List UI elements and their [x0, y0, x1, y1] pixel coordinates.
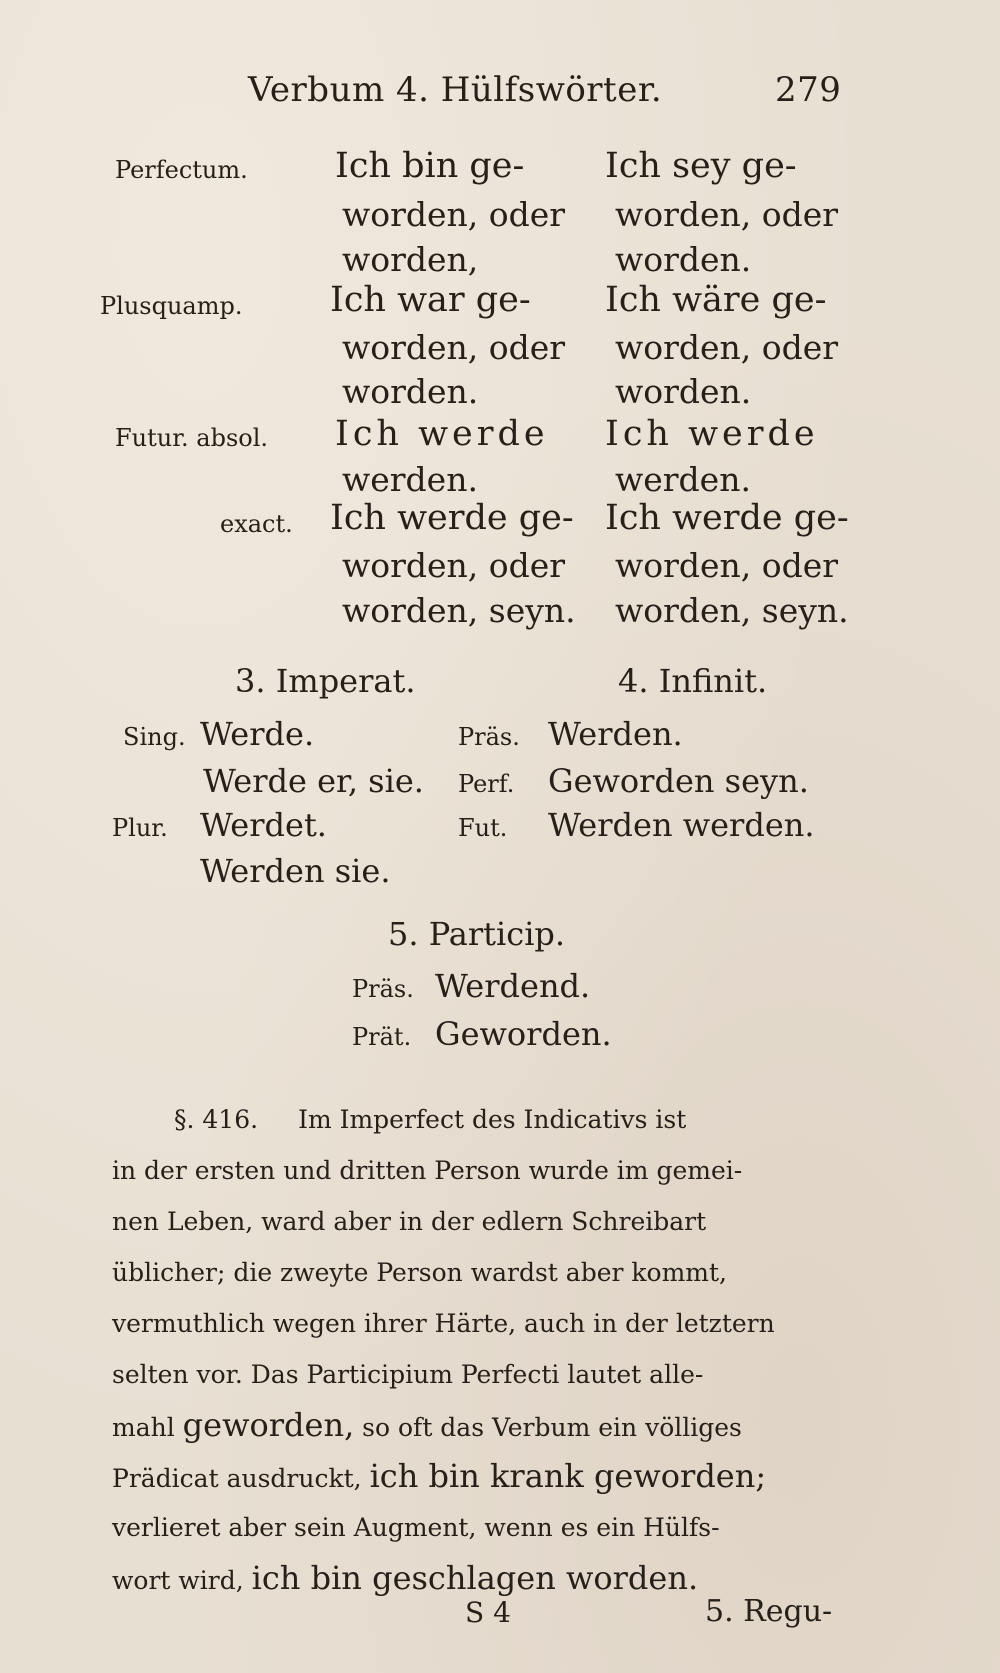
futurum-exactum-subjunctive-3: worden, seyn. — [615, 591, 849, 630]
futurum-exactum-subjunctive-1: Ich werde ge- — [605, 498, 849, 538]
page-number: 279 — [775, 70, 842, 110]
imperative-plural-label: Plur. — [112, 814, 168, 842]
plusquamperfectum-indicative-2: worden, oder — [342, 328, 566, 367]
paragraph-line-1: §. 416. Im Imperfect des Indicativs ist — [174, 1105, 687, 1134]
paragraph-line-5: vermuthlich wegen ihrer Härte, auch in der letztern — [112, 1309, 775, 1338]
infinitive-future-form: Werden werden. — [548, 806, 815, 844]
section-number: §. 416. — [174, 1105, 259, 1134]
plusquamperfectum-label: Plusquamp. — [100, 292, 243, 320]
participle-heading: 5. Particip. — [388, 915, 566, 953]
paragraph-line-10: wort wird, ich bin geschlagen worden. — [112, 1559, 699, 1597]
plusquamperfectum-subjunctive-3: worden. — [615, 372, 752, 411]
futurum-absolutum-indicative-2: werden. — [342, 460, 478, 499]
futurum-exactum-indicative-1: Ich werde ge- — [330, 498, 574, 538]
paragraph-line-3: nen Leben, ward aber in der edlern Schreibart — [112, 1207, 707, 1236]
paragraph-line-8: Prädicat ausdruckt, ich bin krank geworden; — [112, 1457, 767, 1495]
perfectum-label: Perfectum. — [115, 156, 248, 184]
emphasis-geworden: geworden, — [182, 1406, 355, 1444]
infinitive-present-form: Werden. — [548, 715, 683, 753]
plusquamperfectum-indicative-3: worden. — [342, 372, 479, 411]
perfectum-subjunctive-2: worden, oder — [615, 195, 839, 234]
example-krank-geworden: ich bin krank geworden; — [369, 1457, 767, 1495]
paragraph-line-9: verlieret aber sein Augment, wenn es ein Hülfs- — [112, 1513, 720, 1542]
running-head-title: Verbum 4. Hülfswörter. — [248, 70, 663, 110]
futurum-exactum-indicative-2: worden, oder — [342, 546, 566, 585]
perfectum-indicative-2: worden, oder — [342, 195, 566, 234]
participle-present-form: Werdend. — [435, 967, 591, 1005]
imperative-plural-1: Werdet. — [200, 806, 327, 844]
imperative-singular-1: Werde. — [200, 715, 315, 753]
signature-mark: S 4 — [465, 1596, 511, 1629]
paragraph-line-7: mahl geworden, so oft das Verbum ein völliges — [112, 1406, 742, 1444]
futurum-exactum-label: exact. — [220, 510, 293, 538]
futurum-absolutum-indicative-1: Ich werde — [335, 414, 549, 454]
participle-preterite-label: Prät. — [352, 1023, 412, 1051]
imperative-plural-2: Werden sie. — [200, 852, 391, 890]
catchword: 5. Regu- — [705, 1594, 833, 1629]
perfectum-subjunctive-1: Ich sey ge- — [605, 146, 797, 186]
paragraph-416 — [112, 1094, 942, 1614]
futurum-absolutum-subjunctive-1: Ich werde — [605, 414, 819, 454]
perfectum-indicative-3: worden, — [342, 240, 479, 279]
paragraph-line-4: üblicher; die zweyte Person wardst aber kommt, — [112, 1258, 727, 1287]
imperative-singular-2: Werde er, sie. — [203, 762, 424, 800]
example-geschlagen-worden: ich bin geschlagen worden. — [251, 1559, 699, 1597]
participle-present-label: Präs. — [352, 975, 414, 1003]
plusquamperfectum-indicative-1: Ich war ge- — [330, 280, 531, 320]
infinitive-perfect-label: Perf. — [458, 770, 515, 798]
imperative-singular-label: Sing. — [123, 723, 186, 751]
paragraph-line-6: selten vor. Das Participium Perfecti lautet alle- — [112, 1360, 704, 1389]
perfectum-indicative-1: Ich bin ge- — [335, 146, 525, 186]
futurum-exactum-indicative-3: worden, seyn. — [342, 591, 576, 630]
futurum-exactum-subjunctive-2: worden, oder — [615, 546, 839, 585]
futurum-absolutum-label: Futur. absol. — [115, 424, 269, 452]
participle-preterite-form: Geworden. — [435, 1015, 612, 1053]
infinitive-present-label: Präs. — [458, 723, 520, 751]
imperative-heading: 3. Imperat. — [235, 662, 416, 700]
infinitive-future-label: Fut. — [458, 814, 508, 842]
infinitive-perfect-form: Geworden seyn. — [548, 762, 809, 800]
infinitive-heading: 4. Infinit. — [618, 662, 768, 700]
perfectum-subjunctive-3: worden. — [615, 240, 752, 279]
plusquamperfectum-subjunctive-2: worden, oder — [615, 328, 839, 367]
paragraph-line-2: in der ersten und dritten Person wurde im gemei- — [112, 1156, 743, 1185]
futurum-absolutum-subjunctive-2: werden. — [615, 460, 751, 499]
plusquamperfectum-subjunctive-1: Ich wäre ge- — [605, 280, 827, 320]
